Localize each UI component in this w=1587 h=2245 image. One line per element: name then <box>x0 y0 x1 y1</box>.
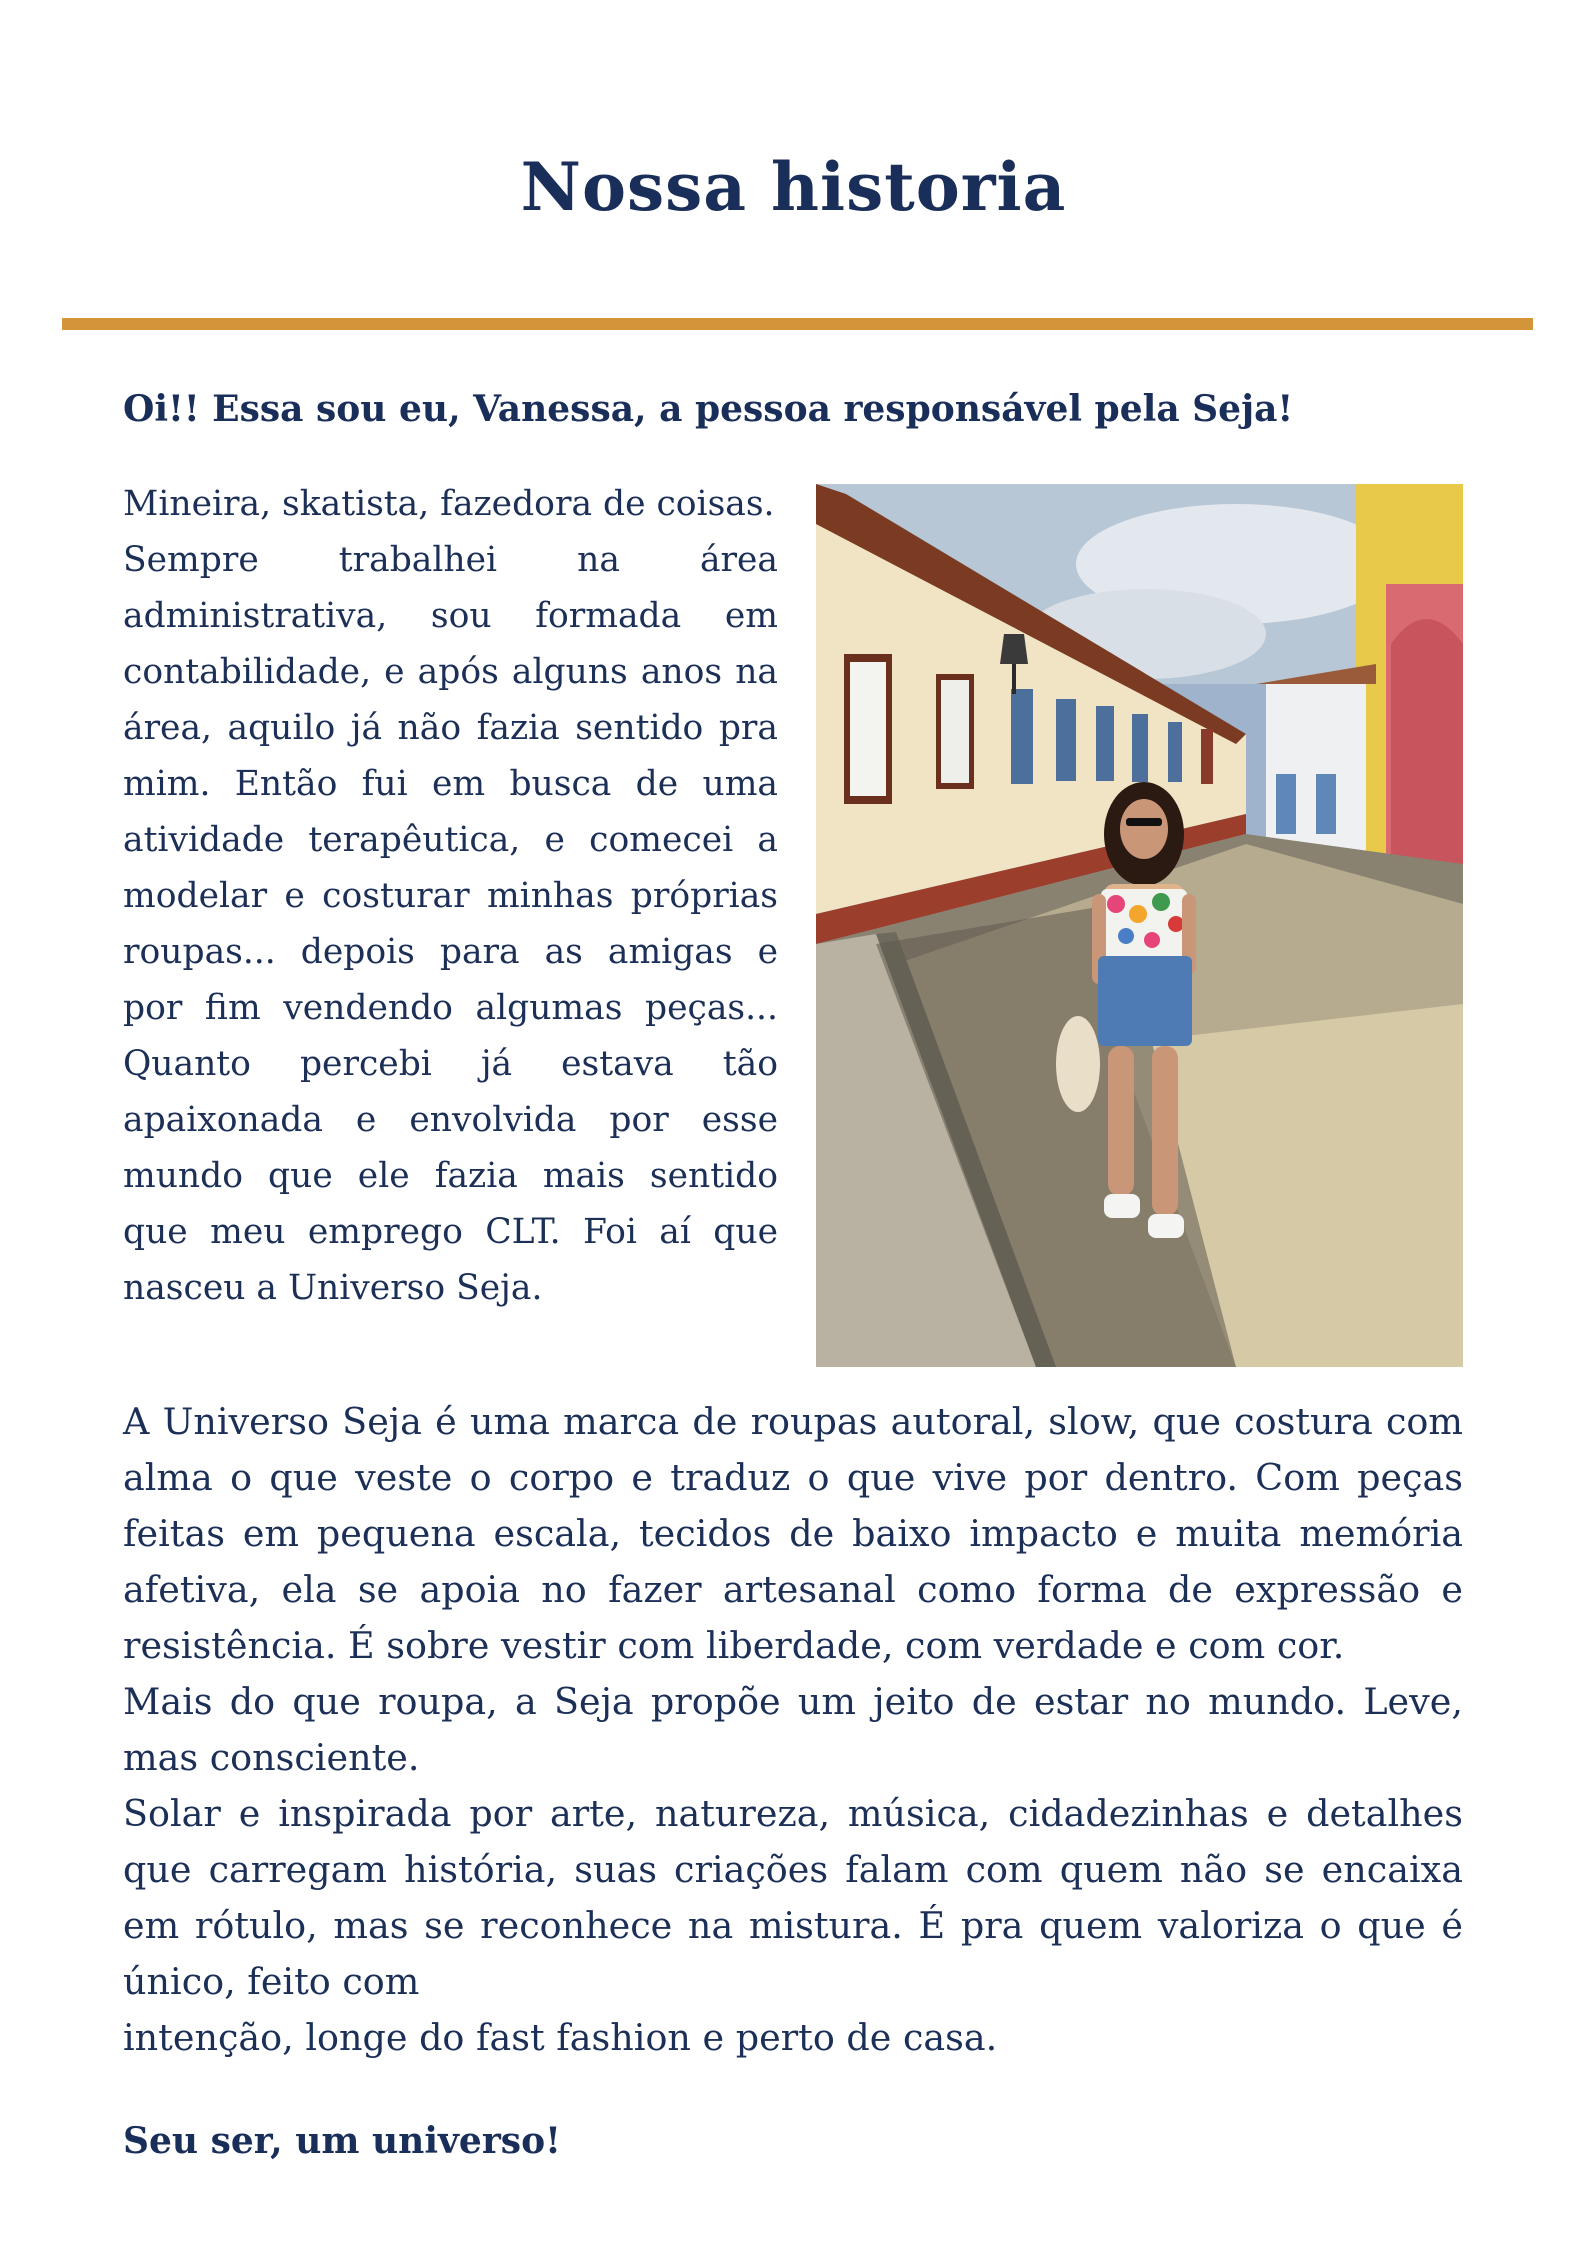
intro-heading: Oi!! Essa sou eu, Vanessa, a pessoa responsável pela Seja! <box>123 388 1294 430</box>
left-column-text <box>123 476 778 1316</box>
paragraph-body-1: A Universo Seja é uma marca de roupas autoral, slow, que costura com alma o que veste o corpo e traduz o que vive por dentro. Com peças feitas em pequena escala, tecidos de baixo impacto e muita memória afetiva, ela se apoia no fazer artesanal como forma de expressão e resistência. É sobre vestir com liberdade, com verdade e com cor. <box>123 1400 1463 1667</box>
paragraph-body-4: intenção, longe do fast fashion e perto de casa. <box>123 2016 998 2059</box>
paragraph-left-2: Sempre trabalhei na área administrativa, sou formada em contabilidade, e após alguns anos na área, aquilo já não fazia sentido pra mim. Então fui em busca de uma atividade terapêutica, e comecei a modelar e costurar minhas próprias roupas... depois para as amigas e por fim vendendo algumas peças... Quanto percebi já estava tão apaixonada e envolvida por esse mundo que ele fazia mais sentido que meu emprego CLT. Foi aí que nasceu a Universo Seja. <box>123 540 778 1308</box>
paragraph-left-1: Mineira, skatista, fazedora de coisas. <box>123 484 775 524</box>
main-body-text <box>123 1394 1463 2066</box>
page-title: Nossa historia <box>520 148 1067 226</box>
closing-tagline: Seu ser, um universo! <box>123 2120 561 2162</box>
profile-photo <box>816 484 1463 1367</box>
paragraph-body-3: Solar e inspirada por arte, natureza, música, cidadezinhas e detalhes que carregam história, suas criações falam com quem não se encaixa em rótulo, mas se reconhece na mistura. É pra quem valoriza o que é único, feito com <box>123 1792 1463 2003</box>
paragraph-body-2: Mais do que roupa, a Seja propõe um jeito de estar no mundo. Leve, mas consciente. <box>123 1680 1463 1779</box>
divider <box>62 318 1533 330</box>
